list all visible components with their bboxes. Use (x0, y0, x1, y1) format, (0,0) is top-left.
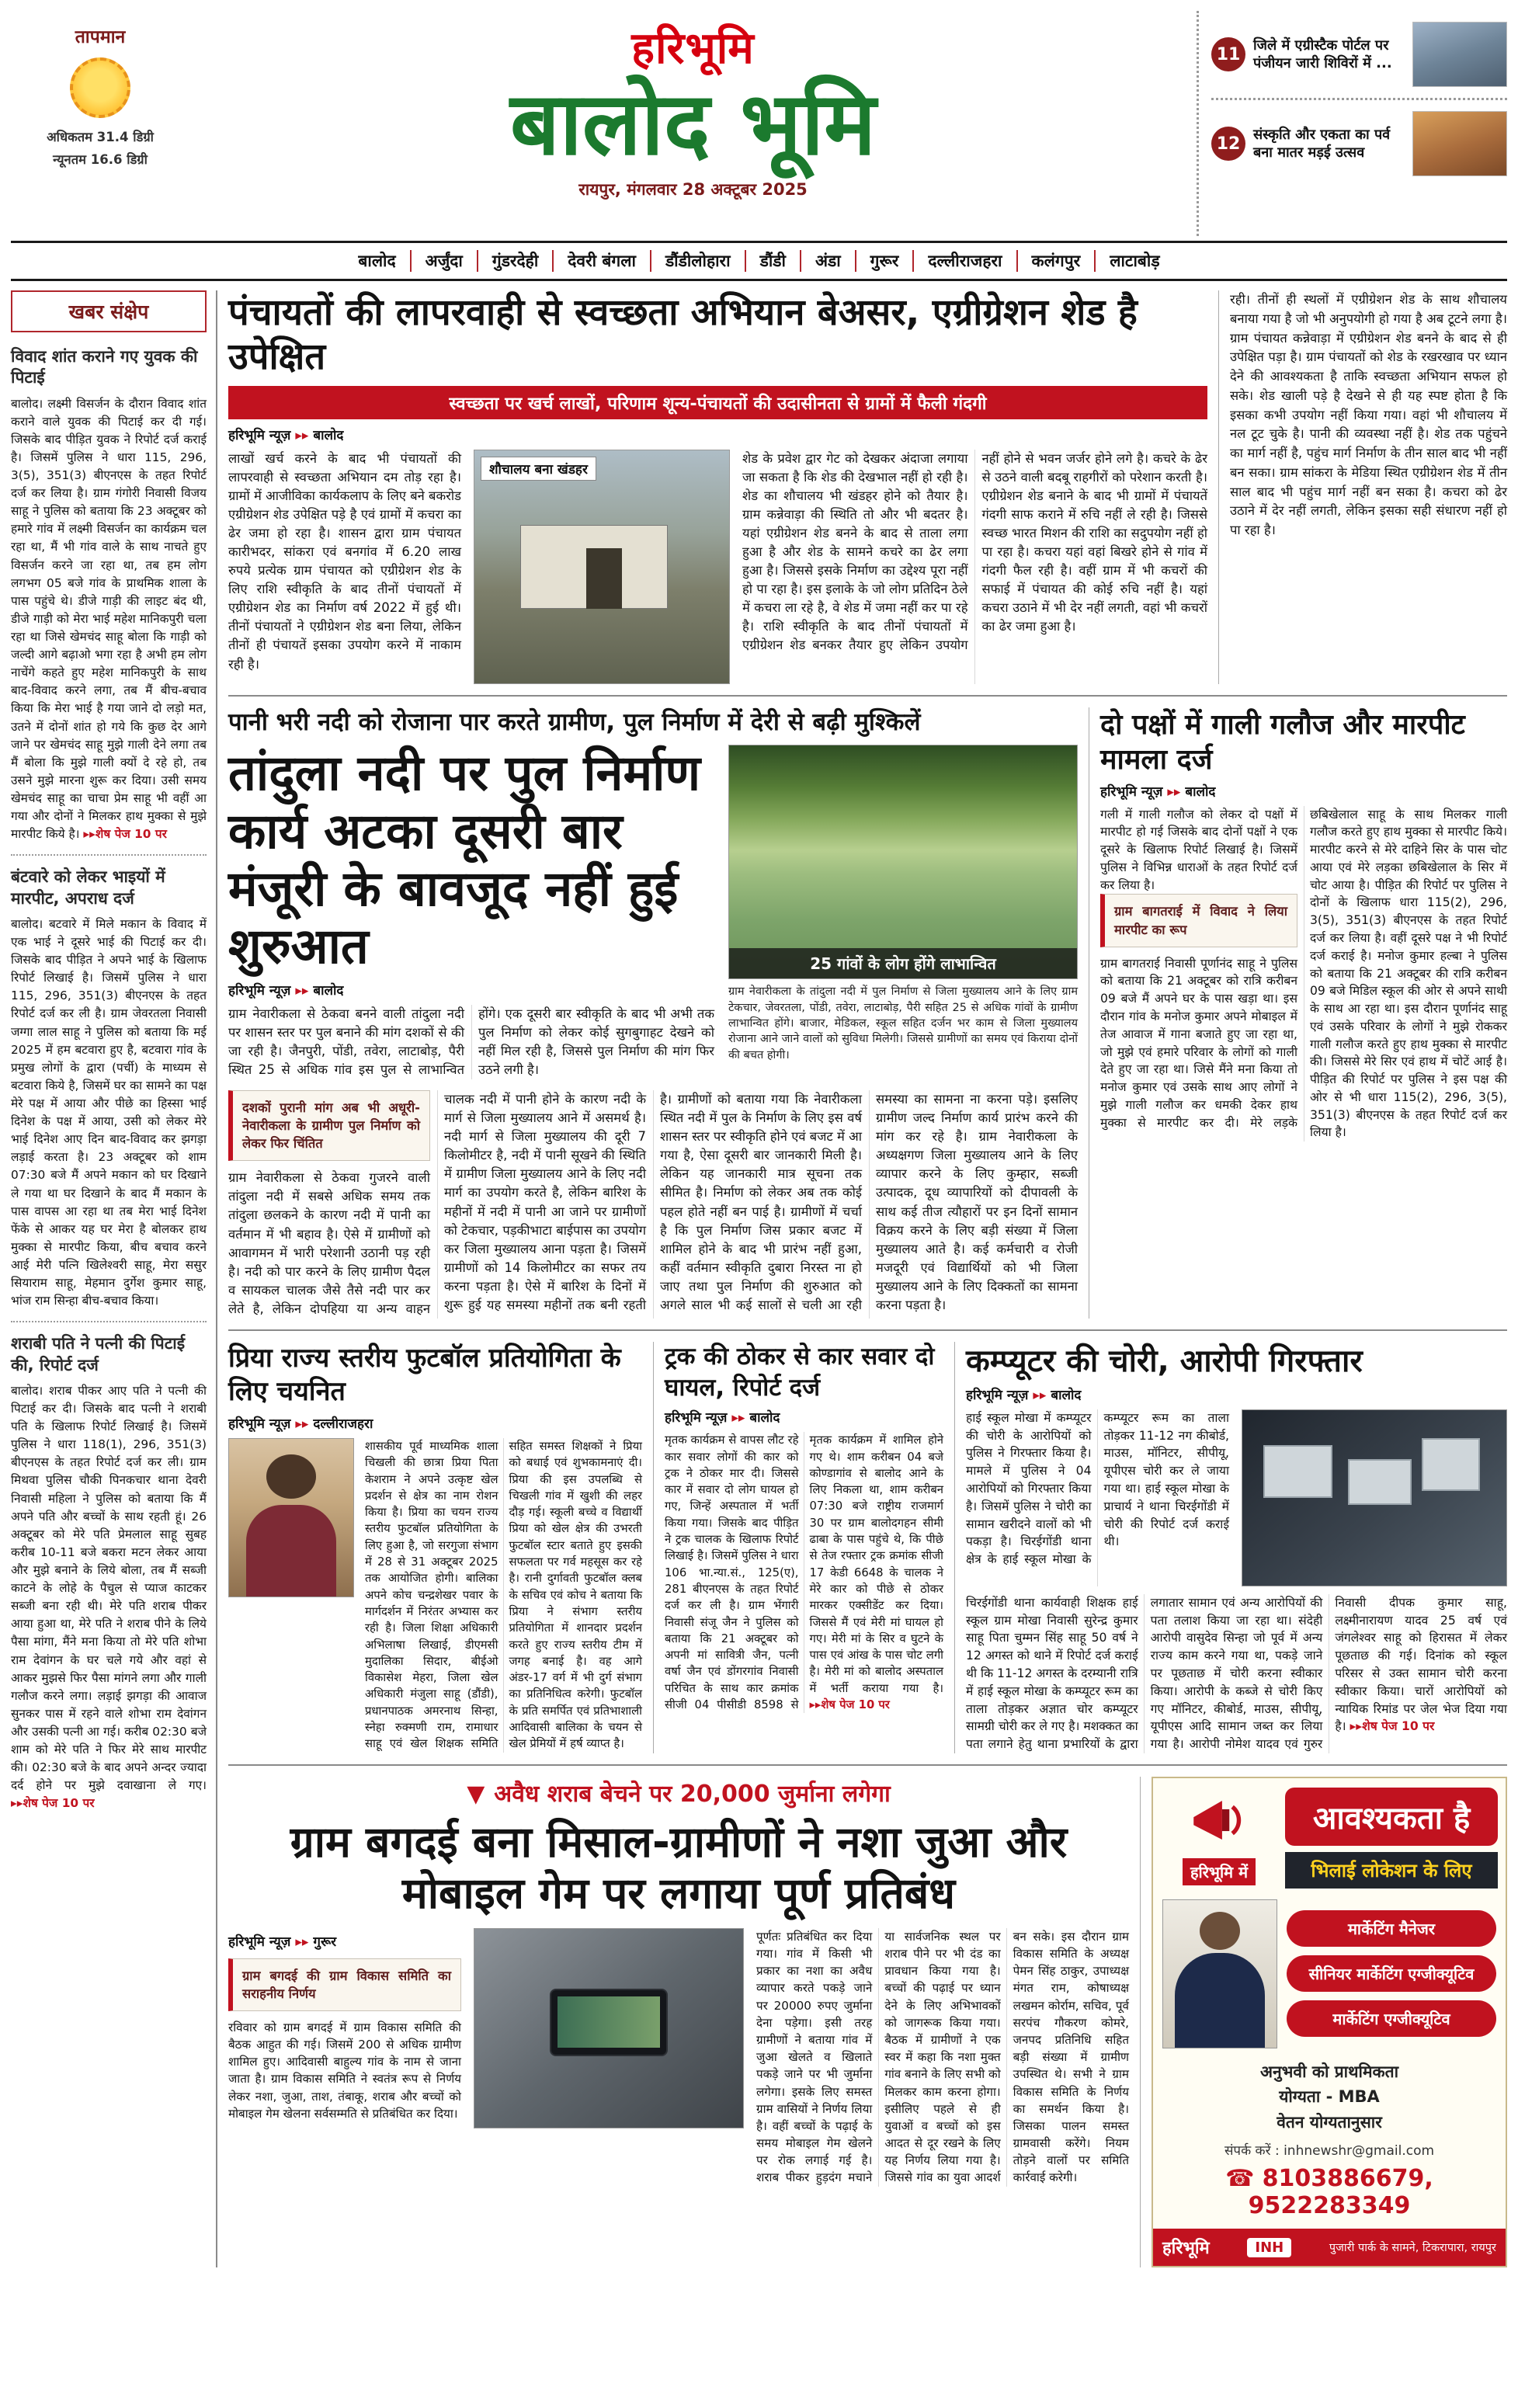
highlight-box: ग्राम बागतराई में विवाद ने लिया मारपीट का रूप (1100, 894, 1297, 947)
ad-note-salary: वेतन योग्यतानुसार (1277, 2112, 1382, 2132)
byline-place: दल्लीराजहरा (313, 1416, 373, 1432)
top-story-continuation: रही। तीनों ही स्थलों में एग्रीग्रेशन शेड के साथ शौचालय बनाया गया है जो भी अनुपयोगी हो गया है अब टूटने लगा है। ग्राम पंचायत कन्नेवाड़ा में एग्रीग्रेशन शेड बनने के बाद से ही उपेक्षित पड़ा है। ग्राम पंचायतों को शेड के रखरखाव पर ध्यान देने की आवश्यकता है ताकि स्वच्छता अभियान सफल हो सके। शेड खाली पड़े है देखने से ही यह स्पष्ट होता है कि इसका कभी उपयोग नहीं किया गया। वहां भी शौचालय में नल टूट चुके है। पानी की व्यवस्था नहीं है। शेड तक पहुंचने का मार्ग नहीं है, पहुंच मार्ग निर्माण के तीन साल बाद भी नहीं बन सका। ग्राम सांकरा के मेडिया स्थित एग्रीग्रेशन शेड में तीन साल बाद भी पहुंच मार्ग नहीं बन सका है। कचरा को ढेर उठाने में देर नहीं लगती, लेकिन इसका सही संधारण नहीं हो पा रहा है। (1218, 290, 1507, 684)
byline (1100, 782, 1507, 800)
bottom-story-body-row (228, 1928, 1129, 2187)
top-story-strap: स्वच्छता पर खर्च लाखों, परिणाम शून्य-पंचायतों की उदासीनता से ग्रामों में फैली गंदगी (228, 386, 1207, 419)
byline-agency: हरिभूमि न्यूज़ (966, 1387, 1029, 1403)
bottom-story-headline: ग्राम बगदई बना मिसाल-ग्रामीणों ने नशा जुआ और मोबाइल गेम पर लगाया पूर्ण प्रतिबंध (290, 1816, 1068, 1918)
bridge-story-top (228, 745, 1078, 1079)
crime-story-headline: दो पक्षों में गाली गलौज और मारपीट मामला दर्ज (1100, 708, 1465, 776)
article-text: रविवार को ग्राम बगदई में ग्राम विकास समिति की बैठक आहुत की गई। जिसमें 200 से अधिक ग्रामीण शामिल हुए। आदिवासी बाहुल्य गांव के नाम से जाना जाता है। ग्राम विकास समिति ने स्वतंत्र रूप से निर्णय लेकर नशा, जुआ, ताश, तंबाकू, शराब और बच्चों को मोबाइल गेम खेलना सर्वसम्मति से प्रतिबंधित कर दिया। (228, 2020, 461, 2121)
ad-brand-label: हरिभूमि में (1183, 1858, 1256, 1885)
article-text: चिरईगोंडी थाना कार्यवाही शिक्षक हाई स्कूल ग्राम मोखा निवासी सुरेन्द्र कुमार साहू पिता चुम्मन सिंह साहू 50 वर्ष ने 12 अगस्त को थाने में रिपोर्ट दर्ज कराई थी कि 11-12 अगस्त के दरम्यानी रात्रि में हाई स्कूल मोखा के कम्प्यूटर रूम का ताला तोड़कर अज्ञात चोर कम्प्यूटर सामग्री चोरी कर ले गए है। मशक्कत का पता लगाने हेतु थाना प्रभारियों के द्वारा लगातार सामान एवं अन्य आरोपियों की पता तलाश किया जा रहा था। संदेही आरोपी वासुदेव सिन्हा जो पूर्व में अन्य राज्य काम करने गया था, पकड़े जाने पर पूछताछ में चोरी करना स्वीकार किया। आरोपी के कब्जे से चोरी किए गए मॉनिटर, कीबोर्ड, माउस, सीपीयू, यूपीएस आदि सामान जब्त कर लिया गया है। आरोपी नोमेश यादव एवं गुरुर निवासी दीपक कुमार साहू, लक्ष्मीनारायण यादव 25 वर्ष एवं जंगलेश्वर साहू को हिरासत में लेकर पूछताछ की गई। दिनांक को स्कूल परिसर से उक्त सामान चोरी करना स्वीकार किया। चारों आरोपियों को न्यायिक रिमांड पर जेल भेज दिया गया है। (966, 1595, 1507, 1752)
byline (966, 1385, 1507, 1403)
ad-footer (1153, 2229, 1506, 2266)
photo-caption-text: ग्राम नेवारीकला के तांदुला नदी में पुल निर्माण से जिला मुख्यालय आने के लिए ग्राम टेकचार, जेवरतला, पोंडी, तवेरा, लाटाबोड़, पैरी सहित 25 से अधिक गांवों के ग्रामीण लाभान्वित होंगे। बाजार, मेडिकल, स्कूल सहित दर्जन भर काम से जिला मुख्यालय रोजाना आने जाने वालों को सुविधा मिलेगी। जिससे ग्रामीणों का समय एवं किराया दोनों की बचत होगी। (728, 985, 1078, 1062)
byline-agency: हरिभूमि न्यूज़ (228, 1416, 291, 1432)
byline-arrows-icon: ▸▸ (295, 982, 309, 999)
phone-icon: ☎ (1225, 2165, 1255, 2193)
portrait-suit-shape (1175, 1953, 1266, 2048)
byline-place: बालोद (749, 1410, 780, 1426)
nav-item-arjunda[interactable]: अर्जुंदा (412, 250, 478, 272)
masthead (11, 8, 1507, 241)
weather-title: तापमान (75, 27, 126, 47)
ad-note-experience: अनुभवी को प्राथमिकता (1259, 2062, 1399, 2081)
football-story-body-row (228, 1438, 642, 1753)
nav-item-latabod[interactable]: लाटाबोड़ (1110, 252, 1160, 270)
brand-logo: हरिभूमि (631, 23, 755, 74)
nav-item-balod[interactable]: बालोद (344, 250, 411, 272)
portrait-head-shape (1200, 1912, 1241, 1950)
brief-headline: जिले में एग्रीस्टैक पोर्टल पर पंजीयन जारी शिविरों में ... (1253, 36, 1392, 71)
village-ban-story (228, 1777, 1141, 2268)
bridge-story (228, 707, 1089, 1319)
ad-subtitle: भिलाई लोकेशन के लिए (1285, 1852, 1498, 1889)
door-shape (586, 548, 622, 609)
sidebar-article-title: शराबी पति ने पत्नी की पिटाई की, रिपोर्ट दर्ज (11, 1334, 186, 1374)
article-text: ग्राम नेवारीकला से ठेकवा गुजरने वाली तांदुला नदी में सबसे अधिक समय तक तांदुला छलकने के कारण नदी में पानी का वर्तमान में भी बहाव है। ऐसे में ग्रामीणों को आवागमन में भारी परेशानी उठानी पड़ रही है। नदी को पार करने के लिए ग्रामीण पैदल व सायकल चालक जैसे तैसे नदी पार कर लेते है, लेकिन दोपहिया या अन्य वाहन चालक नदी में पानी होने के कारण नदी के मार्ग से जिला मुख्यालय आने में असमर्थ है। नदी मार्ग से जिला मुख्यालय की दूरी 7 किलोमीटर है, नदी में पानी सूखने की स्थिति में ग्रामीण जिला मुख्यालय आने के लिए नदी मार्ग का उपयोग करते है, लेकिन बारिश के महीनों में नदी में पानी आ जाने पर ग्रामीणों को टेकचार, पड़कीभाटा बाईपास का उपयोग कर जिला मुख्यालय आना पड़ता है। जिसमें ग्रामीणों को 14 किलोमीटर का सफर तय करना पड़ता है। ऐसे में बारिश के दिनों में शुरू हुई यह समस्या महीनों तक बनी रहती है। ग्रामीणों को बताया गया कि नेवारीकला स्थित नदी में पुल के निर्माण के लिए इस वर्ष शासन स्तर पर स्वीकृति होने एवं बजट में आ गया है, ऐसा दूसरी बार जानकारी मिली है। लेकिन यह जानकारी मात्र सूचना तक सीमित है। निर्माण को लेकर अब तक कोई पहल होते नहीं बन पाई है। ग्रामीणों में चर्चा है कि पुल निर्माण जिस प्रकार बजट में शामिल होने के बाद भी प्रारंभ नहीं हुआ, कहीं वर्तमान स्वीकृति दुबारा निरस्त ना हो जाए तथा पुल निर्माण की शुरुआत को अगले साल भी कई सालों से चली आ रही समस्या का सामना ना करना पड़े। इसलिए ग्रामीण जल्द निर्माण कार्य प्रारंभ करने की मांग कर रहे है। ग्राम नेवारीकला के अध्यक्षगण जिला मुख्यालय आने के लिए व्यापार करने के लिए कुम्हार, सब्जी उत्पादक, दूध व्यापारियों को दीपावली के साथ कई तीज त्यौहारों पर इन दिनों सामान विक्रय करने के लिए बड़ी संख्या में जिला मुख्यालय आते है। कई कर्मचारी व रोजी मजदूरी एवं विद्यार्थियों को भी जिला मुख्यालय आने के लिए दिक्कतों का सामना करना पड़ता है। (228, 1092, 1078, 1316)
football-story (228, 1342, 654, 1753)
byline (228, 1933, 461, 1952)
bridge-story-headline: तांदुला नदी पर पुल निर्माण कार्य अटका दूसरी बार मंजूरी के बावजूद नहीं हुई शुरुआत (228, 745, 701, 975)
ad-positions (1287, 1910, 1496, 2037)
byline (228, 1414, 642, 1432)
masthead-briefs (1197, 11, 1507, 236)
ad-box (1152, 1777, 1507, 2268)
page-number-badge: 11 (1211, 37, 1245, 71)
bottom-story-body: पूर्णतः प्रतिबंधित कर दिया गया। गांव में किसी भी प्रकार का नशा का अवैध व्यापार करते पकड़े जाने पर 20000 रुपए जुर्माना देना पड़ेगा। इसी तरह ग्रामीणों ने बताया गांव में जुआ खेलते व खिलाते पकड़े जाने पर भी जुर्माना लगेगा। इसके लिए समस्त ग्राम वासियों ने निर्णय लिया है। वहीं बच्चों के पढ़ाई के समय मोबाइल गेम खेलने पर रोक लगाई गई है। शराब पीकर हुड़दंग मचाने या सार्वजनिक स्थल पर शराब पीने पर भी दंड का प्रावधान किया गया है। बच्चों की पढ़ाई पर ध्यान देने के लिए अभिभावकों को जागरूक किया गया। बैठक में ग्रामीणों ने एक स्वर में कहा कि नशा मुक्त गांव बनाने के लिए सभी को मिलकर काम करना होगा। इसीलिए पहले से ही युवाओं व बच्चों को इस आदत से दूर रखने के लिए यह निर्णय लिया गया है। जिससे गांव का युवा आदर्श बन सके। इस दौरान ग्राम विकास समिति के अध्यक्ष पेमन सिंह ठाकुर, उपाध्यक्ष मंगत राम, कोषाध्यक्ष लखमन कोर्राम, सचिव, पूर्व सरपंच गौकरण कोमरे, जनपद प्रतिनिधि सहित बड़ी संख्या में ग्रामीण उपस्थित थे। सभी ने ग्राम विकास समिति के निर्णय का समर्थन किया है। जिसका पालन समस्त ग्रामवासी करेंगे। नियम तोड़ने वालों पर समिति कार्रवाई करेगी। (756, 1929, 1129, 2185)
ad-header (1153, 1778, 1506, 1893)
computer-story-lead: हाई स्कूल मोखा में कम्प्यूटर की चोरी के आरोपियों को पुलिस ने गिरफ्तार किया है। मामले में पुलिस ने 04 आरोपियों को गिरफ्तार किया है। जिसमें पुलिस ने चोरी का सामान खरीदने वालों को भी पकड़ा है। चिरईगोंडी थाना क्षेत्र के हाई स्कूल मोखा के कम्प्यूटर रूम का ताला तोड़कर 11-12 नग कीबोर्ड, माउस, मॉनिटर, सीपीयू, यूपीएस चोरी कर ले जाया गया था। हाई स्कूल मोखा के प्राचार्य ने थाना चिरईगोंडी में चोरी की रिपोर्ट दर्ज कराई थी। (966, 1410, 1229, 1567)
news-briefs-column (11, 290, 217, 2267)
highlight-box: ग्राम बगदई की ग्राम विकास समिति का सराहनीय निर्णय (228, 1958, 461, 2011)
phone-numbers: 8103886679, 9522283349 (1248, 2165, 1433, 2220)
player-portrait-photo (228, 1438, 354, 1597)
top-story-headline: पंचायतों की लापरवाही से स्वच्छता अभियान बेअसर, एग्रीग्रेशन शेड है उपेक्षित (228, 291, 1138, 379)
article-text: मृतक कार्यक्रम से वापस लौट रहे कार सवार लोगों की कार को ट्रक ने ठोकर मार दी। जिससे कार में सवार दो लोग घायल हो गए, जिन्हें अस्पताल में भर्ती किया गया। जिसके बाद पीड़ित ने ट्रक चालक के खिलाफ रिपोर्ट लिखाई है। जिसमें पुलिस ने धारा 106 भा.न्या.सं., 125(ए), 281 बीएनएस के तहत रिपोर्ट दर्ज कर ली है। ग्राम भेंगारी निवासी संजू जैन ने पुलिस को बताया कि 21 अक्टूबर को अपनी मां सावित्री जैन, पत्नी वर्षा जैन एवं डोंगरगांव निवासी परिचित के साथ कार क्रमांक सीजी 04 पीसीडी 8598 से मृतक कार्यक्रम में शामिल होने गए थे। शाम करीबन 04 बजे कोण्डागांव से बालोद आने के लिए निकला था, शाम करीबन 07:30 बजे राष्ट्रीय राजमार्ग 30 पर ग्राम बालोदगहन सीमी ढाबा के पास पहुंचे थे, कि पीछे से तेज रफ्तार ट्रक क्रमांक सीजी 17 केडी 6648 के चालक ने मेरे कार को पीछे से ठोकर मारकर एक्सीडेंट कर दिया। जिससे मैं एवं मेरी मां घायल हो गए। मेरी मां के सिर व घुटने के पास एवं आंख के पास चोट लगी है। मेरी मां को बालोद अस्पताल में भर्ती कराया गया है। (665, 1433, 943, 1712)
top-story (228, 290, 1507, 684)
portrait-head-shape (266, 1454, 316, 1499)
byline-arrows-icon: ▸▸ (731, 1410, 745, 1426)
monitor-shape (1422, 1438, 1480, 1491)
byline-agency: हरिभूमि न्यूज़ (228, 1934, 291, 1950)
byline-place: बालोद (313, 982, 344, 999)
photo-caption-strip: 25 गांवों के लोग होंगे लाभान्वित (729, 948, 1077, 978)
position-senior-marketing-executive[interactable]: सीनियर मार्केटिंग एग्जीक्यूटिव (1287, 1955, 1496, 1992)
byline-place: गुरूर (313, 1934, 337, 1950)
businessman-photo (1162, 1899, 1277, 2048)
phone-screen-shape (558, 1996, 659, 2048)
brief-photo (1412, 111, 1507, 176)
nav-item-daundi[interactable]: डौंडी (746, 250, 801, 272)
brief-headline: संस्कृति और एकता का पर्व बना मातर मड़ई उत्सव (1253, 126, 1391, 161)
sidebar-article-title: विवाद शांत कराने गए युवक की पिटाई (11, 347, 198, 387)
brief-photo (1412, 22, 1507, 87)
truck-story-body (665, 1432, 943, 1713)
nav-item-dalli-rajhara[interactable]: दल्लीराजहरा (914, 250, 1017, 272)
computer-story-top (966, 1409, 1507, 1586)
page-body (11, 290, 1507, 2267)
nav-item-gurur[interactable]: गुरूर (856, 250, 915, 272)
football-story-body: शासकीय पूर्व माध्यमिक शाला चिखली की छात्रा प्रिया पिता केशराम ने अपने उत्कृष्ट खेल प्रदर्शन से क्षेत्र का नाम रोशन किया है। प्रिया का चयन राज्य स्तरीय फुटबॉल प्रतियोगिता के लिए हुआ है, जो सरगुजा संभाग में 28 से 31 अक्टूबर 2025 तक आयोजित होगी। बालिका अपने कोच चन्द्रशेखर पवार के मार्गदर्शन में निरंतर अभ्यास कर रही है। जिला शिक्षा अधिकारी अभिलाषा लिखाई, डीएमसी मुदालिका सिदार, बीईओ विकासेश मेहरा, जिला खेल अधिकारी मंजुला साहू (डौंडी), प्रधानपाठक अमरनाथ सिन्हा, स्नेहा रुक्मणी राम, रामाधार साहू एवं खेल शिक्षक समिति सहित समस्त शिक्षकों ने प्रिया को बधाई एवं शुभकामनाएं दी। प्रिया की इस उपलब्धि से चिखली गांव में खुशी की लहर दौड़ गई। स्कूली बच्चे व विद्यार्थी प्रिया को खेल क्षेत्र की उभरती फुटबॉल स्टार बताते हुए इसकी सफलता पर गर्व महसूस कर रहे है। रानी दुर्गावती फुटबॉल क्लब के सचिव एवं कोच ने बताया कि प्रिया ने संभाग स्तरीय प्रतियोगिता में शानदार प्रदर्शन करते हुए राज्य स्तरीय टीम में जगह बनाई है। वह आगे अंडर-17 वर्ग में भी दुर्ग संभाग का प्रतिनिधित्व करेगी। फुटबॉल के प्रति समर्पित एवं प्रतिभाशाली आदिवासी बालिका के चयन से खेल प्रेमियों में हर्ष व्याप्त है। (365, 1439, 642, 1751)
page-number-badge: 12 (1211, 127, 1245, 161)
sidebar-article-2 (11, 860, 207, 1322)
sidebar-article-body (11, 916, 207, 1310)
nav-item-gunderdehi[interactable]: गुंडरदेही (478, 250, 554, 272)
position-marketing-manager[interactable]: मार्केटिंग मैनेजर (1287, 1910, 1496, 1947)
third-row (228, 1329, 1507, 1753)
monitor-shape (1348, 1459, 1412, 1505)
bridge-story-lead: ग्राम नेवारीकला से ठेकवा बनने वाली तांदुला नदी पर शासन स्तर पर पुल बनाने की मांग दशकों से की जा रही है। जैनपुरी, पोंडी, तवेरा, लाटाबोड़, पैरी स्थित 25 से अधिक गांव इस पुल से लाभान्वित होंगे। एक दूसरी बार स्वीकृति के बाद भी अभी तक पुल निर्माण को लेकर कोई सुगबुगाहट देखने को नहीं मिल रही है, जिससे पुल निर्माण की मांग फिर उठने लगी है। (228, 1006, 714, 1077)
computer-theft-story (955, 1342, 1507, 1753)
top-story-body-row (228, 450, 1207, 684)
temp-max: अधिकतम 31.4 डिग्री (47, 130, 154, 144)
bottom-story-kicker (228, 1777, 1129, 1809)
continued-on-page-link[interactable]: ▸▸शेष पेज 10 पर (809, 1698, 890, 1712)
ad-footer-brand: हरिभूमि (1162, 2239, 1210, 2259)
bottom-row (228, 1764, 1507, 2268)
sidebar-article-body (11, 1382, 207, 1813)
kicker-text: अवैध शराब बेचने पर 20,000 जुर्माना लगेगा (494, 1780, 891, 1808)
football-story-headline: प्रिया राज्य स्तरीय फुटबॉल प्रतियोगिता के लिए चयनित (228, 1342, 621, 1408)
ad-note-qualification: योग्यता - MBA (1279, 2087, 1380, 2107)
bridge-story-head (228, 745, 714, 1079)
nav-item-daundilohara[interactable]: डौंडीलोहारा (651, 250, 746, 272)
ruined-toilet-photo (474, 450, 730, 684)
bridge-photo-block (728, 745, 1078, 1079)
down-arrow-icon: ▼ (467, 1780, 485, 1808)
seized-computers-photo (1242, 1409, 1507, 1586)
paper-title: बालोद भूमि (509, 74, 877, 175)
article-text: बालोद। बटवारे में मिले मकान के विवाद में एक भाई ने दूसरे भाई की पिटाई कर दी। जिसके बाद पीड़ित ने अपने भाई के खिलाफ रिपोर्ट लिखाई है। जिसमें पुलिस ने धारा 115, 296, 351(3) बीएनएस के तहत रिपोर्ट दर्ज कर ली है। ग्राम जेवरतला निवासी जग्गा लाल साहू ने पुलिस को बताया कि मई 2025 में हम बटवारा हुए है, बटवारा गांव के प्रमुख लोगों के द्वारा (पर्ची) के माध्यम से बटवारा किये है, जिसमें घर का सामने का पक्ष मेरे पक्ष में आया और पीछे का हिस्सा भाई दिनेश के पक्ष में आया, उसी को लेकर मेरे भाई दिनेश आए दिन बाद-विवाद कर झगड़ा लड़ाई करता है। 23 अक्टूबर को शाम 07:30 बजे मैं अपने मकान को घर दिखाने ले गया था घर दिखाने के बाद मैं मकान के पास वापस आ रहा था तब मेरा भाई दिनेश फेंके से आकर यह घर मेरा है बोलकर हाथ मुक्का से मारपीट किया, बीच बचाव करने आई मेरी पत्नि खिलेश्वरी साहू, मेरा ससुर सियाराम साहू, मेहमान दुर्गेश कुमार साहू, भांज राम सिन्हा बीच-बचाव किया। (11, 916, 207, 1308)
byline-arrows-icon: ▸▸ (295, 1416, 309, 1432)
weather-box (11, 11, 189, 236)
ad-title: आवश्यकता है (1285, 1788, 1498, 1846)
byline-arrows-icon: ▸▸ (295, 427, 309, 443)
portrait-torso-shape (246, 1505, 335, 1597)
second-row (228, 695, 1507, 1319)
river-photo (728, 745, 1078, 979)
byline-agency: हरिभूमि न्यूज़ (665, 1410, 728, 1426)
byline-agency: हरिभूमि न्यूज़ (228, 427, 291, 443)
masthead-center (189, 11, 1197, 236)
continued-on-page-link[interactable]: ▸▸शेष पेज 10 पर (1350, 1719, 1435, 1734)
news-brief-11[interactable] (1211, 22, 1507, 87)
byline-arrows-icon: ▸▸ (1033, 1387, 1047, 1403)
byline-arrows-icon: ▸▸ (1167, 784, 1181, 800)
computer-story-headline: कम्प्यूटर की चोरी, आरोपी गिरफ्तार (966, 1343, 1363, 1379)
highlight-box: दशकों पुरानी मांग अब भी अधूरी-नेवारीकला के ग्राम‍ीण पुल निर्माण को लेकर फिर चिंतित (228, 1090, 430, 1161)
nav-item-kalangpur[interactable]: कलंगपुर (1018, 250, 1096, 272)
section-nav (11, 241, 1507, 281)
main-content (217, 290, 1507, 2267)
truck-accident-story (654, 1342, 955, 1753)
sidebar-article-title: बंटवारे को लेकर भाइयों में मारपीट, अपराध दर्ज (11, 867, 165, 908)
crime-story (1089, 707, 1507, 1319)
sun-icon (70, 57, 130, 118)
byline-agency: हरिभूमि न्यूज़ (1100, 784, 1163, 800)
byline-place: बालोद (1185, 784, 1216, 800)
ad-notes (1153, 2055, 1506, 2140)
bridge-story-kicker: पानी भरी नदी को रोजाना पार करते ग्रामीण, पुल निर्माण में देरी से बढ़ी मुश्किलें (228, 707, 921, 736)
mobile-game-photo (474, 1928, 744, 2128)
bottom-story-left (228, 1928, 461, 2187)
byline-agency: हरिभूमि न्यूज़ (228, 982, 291, 999)
byline (228, 981, 714, 999)
megaphone-icon (1183, 1790, 1255, 1850)
nav-item-anda[interactable]: अंडा (801, 250, 856, 272)
truck-story-headline: ट्रक की ठोकर से कार सवार दो घायल, रिपोर्ट दर्ज (665, 1342, 935, 1402)
dotted-divider (1211, 98, 1507, 100)
top-story-columns: शेड के प्रवेश द्वार गेट को देखकर अंदाजा लगाया जा सकता है कि शेड की देखभाल नहीं हो रही है। शेड का शौचालय भी खंडहर होने को तैयार है। ग्राम कन्नेवाड़ा की स्थिति तो और भी बदतर है। यहां एग्रीग्रेशन शेड बनने के बाद से ताला लगा हुआ है और शेड के सामने कचरे का ढेर लगा हुआ है। जिससे इसके निर्माण का उद्देश्य पूरा नहीं हो पा रहा है। इस इलाके के जो लोग प्रतिदिन ठेले में कचरा ला रहे है, वे शेड में जमा नहीं कर पा रहे है। राशि स्वीकृति के बाद तीनों पंचायतों में एग्रीग्रेशन शेड बनकर तैयार हुए लेकिन उपयोग नहीं होने से भवन जर्जर होने लगे है। कचरे के ढेर से उठने वाली बदबू राहगीरों को परेशान करती है। एग्रीग्रेशन शेड बनाने के बाद भी ग्रामों में पंचायतें गंदगी साफ कराने में रुचि नहीं ले रही है। जिससे स्वच्छ भारत मिशन की राशि का सदुपयोग नहीं हो पा रहा है। कचरा यहां वहां बिखरे होने से गांव में गंदगी फैल रही है। वहीं ग्राम में भी कचरों की सफाई में पंचायत की कोई रुचि नहीं है। यहां कचरा उठाने में भी देर नहीं लगती, वहां भी कचरों का ढेर जमा हुआ है। (742, 450, 1207, 653)
article-text: ग्राम बागतराई निवासी पूर्णानंद साहू ने पुलिस को बताया कि 21 अक्टूबर को रात्रि करीबन 09 बजे मैं अपने घर के पास खड़ा था। इस दौरान गांव के मनोज कुमार अपने मोबाइल में तेज आवाज में गाना बजाते हुए जा रहा था, जो मुझे एवं हमारे परिवार के लोगों को गाली देते हुए जा रहा था। जिसे मैंने मना किया तो मनोज कुमार एवं उसके साथ आए लोगों ने मुझे गाली गलौज कर धमकी देकर हाथ मुक्का से मारपीट कर दी। मेरे लड़के छबिखेलाल साहू के साथ मिलकर गाली गलौज करते हुए हाथ मुक्का से मारपीट किये। मारपीट करने से मेरे दाहिने सिर के पास चोट आया एवं मेरे लड़का छबिखेलाल के सिर में चोट आया है। पीड़ित की रिपोर्ट पर पुलिस ने दोनों के खिलाफ धारा 115(2), 296, 3(5), 351(3) बीएनएस के तहत रिपोर्ट दर्ज कर लिया है। वहीं दूसरे पक्ष ने भी रिपोर्ट दर्ज कराई है। मनोज कुमार हल्बा ने पुलिस को बताया कि 21 अक्टूबर की रात्रि करीबन 09 बजे मिडिल स्कूल की ओर से अपने साथी के साथ आ रहा था। इस दौरान पूर्णानंद साहू एवं उसके परिवार के लोगों ने मुझे रोककर गाली गलौज करते हुए हाथ मुक्का से मारपीट की। जिससे मेरे सिर एवं हाथ में चोटें आई है। पीड़ित की रिपोर्ट पर पुलिस ने इस पक्ष की ओर से भी धारा 115(2), 296, 3(5), 351(3) बीएनएस के तहत रिपोर्ट दर्ज कर लिया है। (1100, 807, 1507, 1140)
sidebar-header: खबर संक्षेप (11, 290, 207, 332)
ad-middle (1153, 1893, 1506, 2055)
continued-on-page-link[interactable]: ▸▸शेष पेज 10 पर (83, 827, 167, 842)
photo-label: शौचालय बना खंडहर (481, 457, 596, 481)
computer-story-body (966, 1594, 1507, 1753)
nav-item-deori-bangla[interactable]: देवरी बंगला (554, 250, 651, 272)
article-text: बालोद। शराब पीकर आए पति ने पत्नी की पिटाई कर दी। जिसके बाद पत्नी ने शराबी पति के खिलाफ रिपोर्ट लिखाई है। जिसमें पुलिस ने धारा 118(1), 296, 351(3) बीएनएस के तहत रिपोर्ट दर्ज कर ली। ग्राम मिथवा पुलिस चौकी पिनकचार थाना देवरी निवासी महिला ने पुलिस को बताया कि मैं अपने पति और बच्चों के साथ रहती हूं। 26 अक्टूबर को मेरे पति प्रेमलाल साहू सुबह करीब 10-11 बजे बकरा मटन लेकर आया और मुझे बनाने के लिये बोला, तब मैं सब्जी काटने के लोहे के पैचुल से प्याज काटकर सब्जी बना रही थी। मेरे पति शराब पीकर आया हुआ था, मेरे पति ने शराब पीने के लिये पैसा मांगा, मैंने मना किया तो मेरे पति शोभा राम देवांगन के घर चले गये और वहां से आकर मुझसे फिर पैसा मांगने लगा और गाली गलौज करने लगा। लड़ाई झगड़ा की आवाज सुनकर पास में रहने वाले शोभा राम देवांगन और उसकी पत्नी आ गई। करीब 02:30 बजे शाम को मेरे पति ने फिर मेरे साथ मारपीट की। 02:30 बजे के बाद अपने अन्दर ज्यादा दर्द होने पर मुझे दवाखाना ले गए। (11, 1383, 207, 1793)
ad-contact-email: संपर्क करें : inhnewshr@gmail.com (1224, 2143, 1435, 2160)
byline-place: बालोद (313, 427, 344, 443)
sidebar-article-1 (11, 340, 207, 856)
byline-place: बालोद (1051, 1387, 1082, 1403)
sidebar-article-body (11, 395, 207, 844)
recruitment-ad (1141, 1777, 1507, 2268)
ad-footer-address: पुजारी पार्क के सामने, टिकरापारा, रायपुर (1329, 2242, 1496, 2255)
ad-title-block (1285, 1788, 1498, 1889)
ad-brand-block (1161, 1790, 1277, 1885)
article-text: बालोद। लक्ष्मी विसर्जन के दौरान विवाद शांत कराने वाले युवक की पिटाई कर दी गई। जिसके बाद पीड़ित युवक ने रिपोर्ट दर्ज कराई है। जिसमें पुलिस ने धारा 115, 296, 3(5), 351(3) बीएनएस के तहत रिपोर्ट दर्ज कर लिया है। ग्राम गंगोरी निवासी विजय साहू ने पुलिस को बताया कि 23 अक्टूबर को हमारे गांव में लक्ष्मी विसर्जन का कार्यक्रम चल रहा था, मैं भी गांव वाले के साथ नाचते हुए विसर्जन करने जा रहा था, तब हम लोग लगभग 05 बजे गांव के प्राथमिक शाला के पास पहुंचे थे। डीजे गाड़ी की लाइट बंद थी, डीजे गाड़ी को मेरा भाई महेश मानिकपुरी चला रहा था जिसे खेमचंद साहू बोला कि गाड़ी को जल्दी आगे बढ़ाओ भगा रहा है अभी हम लोग नाचेंगे कहते हुए महेश मानिकपुरी के साथ बाद-विवाद करने लगा, तब मैं बीच-बचाव किया कि मेरा भाई है गया जाने दो लड़ो मत, उतने में दोनों शांत हो गये कि कुछ देर आगे जाने पर खेमचंद साहू मुझे गाली देने लगा तब मैं बोला कि मुझे गाली क्यों दे रहे हो, तब उसने मुझे मारना शुरू कर दिया। उसी समय खेमचंद साहू का चाचा प्रेम साहू भी वहीं आ गया और दोनों ने मिलकर हाथ मुक्का से मुझे मारपीट किये है। (11, 396, 207, 842)
temp-min: न्यूनतम 16.6 डिग्री (53, 152, 148, 167)
byline-arrows-icon: ▸▸ (295, 1934, 309, 1950)
bridge-story-body (228, 1090, 1078, 1319)
article-text: गली में गाली गलौज को लेकर दो पक्षों में मारपीट हो गई जिसके बाद दोनों पक्षों ने एक दूसरे के खिलाफ रिपोर्ट लिखाई है। जिसमें पुलिस ने विभिन्न धाराओं के तहत रिपोर्ट दर्ज कर लिया है। (1100, 807, 1297, 892)
byline (665, 1408, 943, 1426)
continued-on-page-link[interactable]: ▸▸शेष पेज 10 पर (11, 1796, 95, 1811)
sidebar-article-3 (11, 1327, 207, 1823)
dateline: रायपुर, मंगलवार 28 अक्टूबर 2025 (578, 179, 808, 199)
inh-logo: INH (1247, 2238, 1291, 2257)
position-marketing-executive[interactable]: मार्केटिंग एग्जीक्यूटिव (1287, 2000, 1496, 2037)
ad-phone-numbers (1153, 2160, 1506, 2229)
top-story-lead: लाखों खर्च करने के बाद भी पंचायतों की लापरवाही से स्वच्छता अभियान दम तोड़ रहा है। ग्रामों में आजीविका कार्यकलाप के लिए बने बकरोड एग्रीग्रेशन शेड उपेक्षित पड़े है एवं ग्रामों में कचरा का ढेर जमा हो रहा है। शासन द्वारा ग्राम पंचायत कारीभदर, सांकरा एवं बनगांव में 6.20 लाख रुपये प्रत्येक ग्राम पंचायत को एग्रीग्रेशन शेड के लिए राशि स्वीकृति के बाद तीनों पंचायतों में एग्रीग्रेशन शेड का निर्माण वर्ष 2022 में हुई थी। तीनों पंचायतों ने एग्रीग्रेशन शेड बना लिया, लेकिन तीनों ही पंचायतें इसका उपयोग करने में नाकाम रही है। (228, 450, 461, 672)
news-brief-12[interactable] (1211, 111, 1507, 176)
byline (228, 426, 1207, 443)
top-story-main (228, 290, 1218, 684)
monitor-shape (1263, 1445, 1332, 1498)
crime-story-body (1100, 806, 1507, 1142)
